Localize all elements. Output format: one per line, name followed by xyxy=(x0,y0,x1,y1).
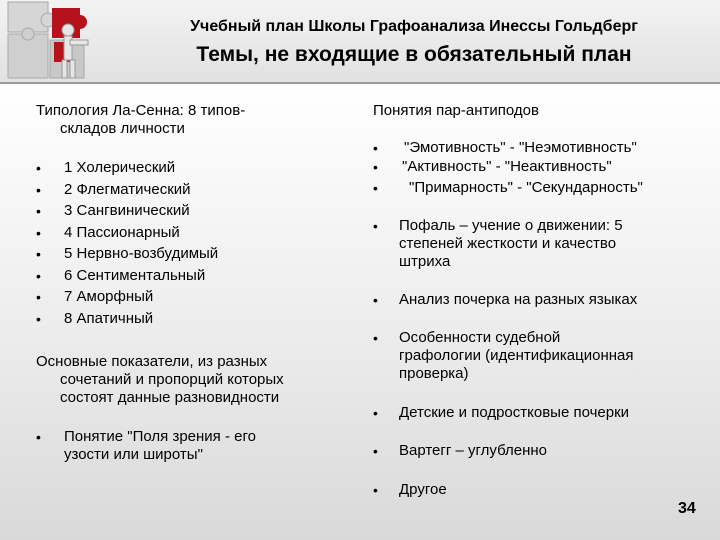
page-number: 34 xyxy=(678,500,696,517)
pofal-line2: степеней жесткости и качество xyxy=(399,235,617,252)
puzzle-figure-icon xyxy=(4,0,98,82)
bullet: • xyxy=(373,405,378,421)
list-item-type: 5 Нервно-возбудимый xyxy=(64,245,219,262)
bullet: • xyxy=(373,482,378,498)
bullet: • xyxy=(373,218,378,234)
bullet: • xyxy=(373,180,378,196)
pair-item: "Активность" - "Неактивность" xyxy=(402,158,612,175)
bullet: • xyxy=(373,330,378,346)
field-of-view-line1: Понятие "Поля зрения - его xyxy=(64,428,256,445)
bullet: • xyxy=(373,292,378,308)
bullet: • xyxy=(36,311,41,327)
list-item-type: 8 Апатичный xyxy=(64,310,154,327)
indicators-line2: сочетаний и пропорций которых xyxy=(60,371,284,388)
field-of-view-line2: узости или широты" xyxy=(64,446,203,463)
forensic-line1: Особенности судебной xyxy=(399,329,561,346)
bullet: • xyxy=(36,429,41,445)
pofal-line3: штриха xyxy=(399,253,451,270)
pairs-heading: Понятия пар-антиподов xyxy=(373,102,539,119)
bullet: • xyxy=(373,443,378,459)
bullet: • xyxy=(36,160,41,176)
forensic-line3: проверка) xyxy=(399,365,469,382)
typology-heading-line2: складов личности xyxy=(60,120,185,137)
forensic-line2: графологии (идентификационная xyxy=(399,347,634,364)
wartegg-item: Вартегг – углубленно xyxy=(399,442,548,459)
pair-item: "Эмотивность" - "Неэмотивность" xyxy=(404,139,637,156)
bullet: • xyxy=(36,203,41,219)
indicators-line1: Основные показатели, из разных xyxy=(36,353,268,370)
languages-item: Анализ почерка на разных языках xyxy=(399,291,638,308)
list-item-type: 1 Холерический xyxy=(64,159,176,176)
bullet: • xyxy=(373,140,378,156)
bullet: • xyxy=(373,159,378,175)
pofal-line1: Пофаль – учение о движении: 5 xyxy=(399,217,623,234)
bullet: • xyxy=(36,246,41,262)
list-item-type: 7 Аморфный xyxy=(64,288,154,305)
bullet: • xyxy=(36,225,41,241)
list-item-type: 4 Пассионарный xyxy=(64,224,180,241)
other-item: Другое xyxy=(399,481,447,498)
list-item-type: 6 Сентиментальный xyxy=(64,267,206,284)
children-item: Детские и подростковые почерки xyxy=(399,404,630,421)
list-item-type: 2 Флегматический xyxy=(64,181,191,198)
indicators-line3: состоят данные разновидности xyxy=(60,389,280,406)
bullet: • xyxy=(36,268,41,284)
typology-heading-line1: Типология Ла-Сенна: 8 типов- xyxy=(36,102,246,119)
bullet: • xyxy=(36,182,41,198)
header-title: Учебный план Школы Графоанализа Инессы Гольдберг xyxy=(190,18,638,35)
slide-header xyxy=(0,0,720,84)
slide-title: Темы, не входящие в обязательный план xyxy=(196,43,632,66)
pair-item: "Примарность" - "Секундарность" xyxy=(409,179,643,196)
list-item-type: 3 Сангвинический xyxy=(64,202,190,219)
bullet: • xyxy=(36,289,41,305)
